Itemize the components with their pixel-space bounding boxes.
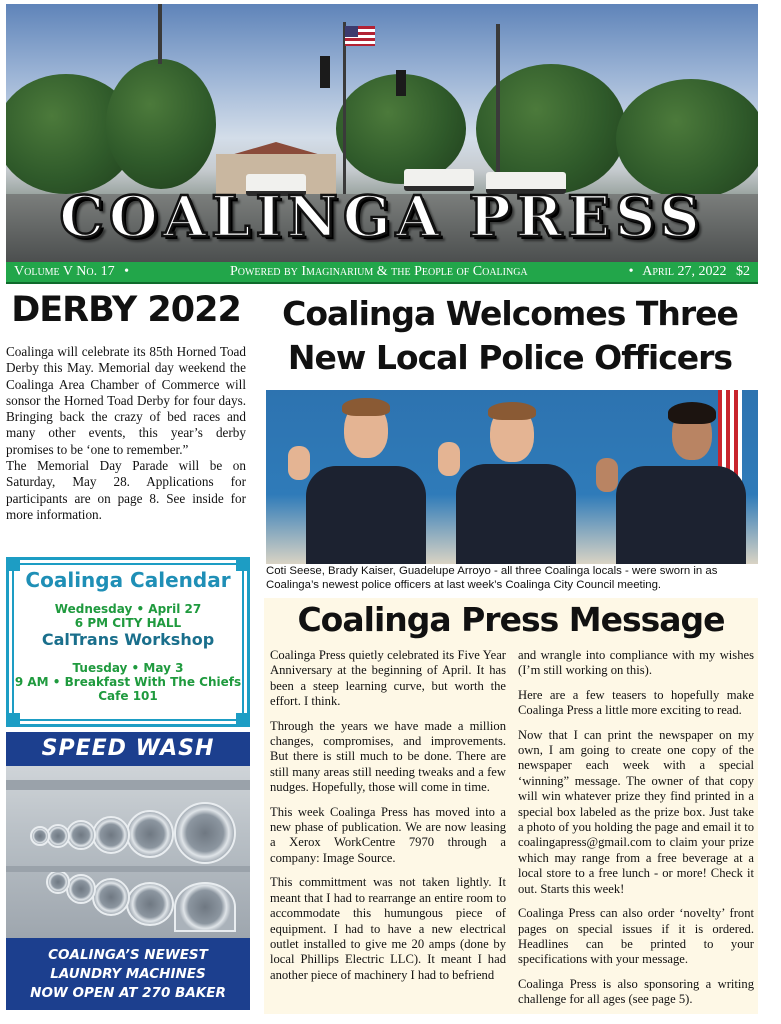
traffic-light-icon: [396, 70, 406, 96]
bullet-icon: •: [628, 264, 634, 279]
washer-icon: [174, 802, 236, 864]
washer-icon: [92, 816, 130, 854]
issue-date: April 27, 2022: [642, 264, 727, 279]
price: $2: [736, 264, 750, 279]
article-paragraph: This week Coalinga Press has moved into a new phase of publication. We are now leasing a Xerox WorkCentre 7970 through a company: Image Source.: [270, 804, 506, 865]
police-headline: [262, 292, 758, 380]
washer-icon: [126, 810, 174, 858]
washer-icon: [46, 870, 70, 894]
officer-figure: [286, 394, 436, 564]
article-paragraph: and wrangle into compliance with my wishes (I’m still working on this).: [518, 648, 754, 678]
article-paragraph: Coalinga Press is also sponsoring a writing challenge for all ages (see page 5).: [518, 976, 754, 1007]
corner-ornament: [236, 557, 250, 571]
article-paragraph: This committment was not taken lightly. It meant that I had to rearrange an entire room to accommodate this humungous piece of equipment. I had to have a new electrical outlet installed to give me 20 amps (done by local Phillips Electric LLC). It meant I had another piece of machinery I had to befriend: [270, 875, 506, 982]
article-paragraph: Coalinga Press can also order ‘novelty’ front pages on special issues if it is ordered. Headlines can be printed to your specifications with your message.: [518, 906, 754, 967]
tree-shape: [106, 59, 216, 189]
laundry-photo: [6, 766, 250, 938]
volume: Volume V: [14, 264, 73, 279]
washer-icon: [174, 882, 236, 932]
article-paragraph: Here are a few teasers to hopefully make Coalinga Press a little more exciting to read.: [518, 687, 754, 718]
tree-shape: [616, 79, 758, 199]
washer-row: [6, 780, 250, 790]
washer-icon: [30, 826, 50, 846]
flag-icon: [345, 26, 375, 46]
event-date: Tuesday • May 3: [72, 661, 184, 675]
corner-ornament: [236, 713, 250, 727]
utility-pole: [158, 4, 162, 64]
article-paragraph: Coalinga will celebrate its 85th Horned Toad Derby this May. Memorial day weekend the Coalinga Area Chamber of Commerce will sonsor the Horned Toad Derby for four days. Bringing back the crazy of bed races and many other events, this year’s derby promises to be ‘one to remember.”: [6, 344, 246, 457]
photo-caption: Coti Seese, Brady Kaiser, Guadelupe Arroyo - all three Coalinga locals - were sworn in as Coalinga’s newest police officers at last week’s Coalinga City Council meeting.: [266, 565, 718, 591]
volume-info: [14, 264, 135, 280]
press-message-section: [264, 598, 758, 1014]
flag-pole: [343, 22, 346, 197]
message-headline: Coalinga Press Message: [297, 600, 725, 639]
volume-bar: [6, 262, 758, 284]
event-date: Wednesday • April 27: [54, 602, 202, 616]
washer-icon: [126, 882, 174, 926]
washer-icon: [66, 820, 96, 850]
headline-line: New Local Police Officers: [287, 338, 733, 377]
article-paragraph: Through the years we have made a million changes, compromises, and improvements. But there is still much to be done. There are still many areas still needing tweaks and a few nudges. Hopefully, those will come in time.: [270, 718, 506, 795]
ad-caption-line: LAUNDRY MACHINES: [50, 966, 206, 982]
article-paragraph: The Memorial Day Parade will be on Saturday, May 28. Applications for participants are on page 8. See inside for more information.: [6, 458, 246, 522]
issue-number: No. 17: [76, 264, 115, 279]
newspaper-title: COALINGA PRESS: [59, 184, 705, 250]
message-column-right: [518, 648, 754, 1017]
event-time: 6 PM CITY HALL: [74, 616, 182, 630]
date-price: [623, 264, 750, 280]
article-paragraph: Now that I can print the newspaper on my own, I am going to create one copy of the newspaper each week with a special ‘winning” message. The owner of that copy will win whatever prize they find printed in a special box labeled as the prize box. Just take a photo of you holding the page and email it to coalingapress@gmail.com to claim your prize which may range from a free beverage at a local store to a free lunch - or more! Check it out. Starts this week!: [518, 727, 754, 896]
bullet-icon: •: [124, 264, 130, 279]
washer-row: [6, 866, 250, 872]
traffic-light-icon: [320, 56, 330, 88]
derby-headline: DERBY 2022: [11, 290, 241, 330]
event-name: CalTrans Workshop: [41, 630, 215, 649]
calendar-title: Coalinga Calendar: [25, 568, 231, 592]
ad-caption: [6, 938, 250, 1003]
ad-caption-line: COALINGA’S NEWEST: [48, 947, 208, 963]
officer-figure: [596, 394, 756, 564]
event-time: 9 AM • Breakfast With The Chiefs: [14, 675, 242, 689]
calendar-box: [6, 557, 250, 727]
event-name: Cafe 101: [98, 689, 158, 703]
message-column-left: [270, 648, 506, 992]
officer-figure: [436, 394, 586, 564]
ad-caption-line: NOW OPEN AT 270 BAKER: [30, 985, 226, 1001]
masthead-photo: [6, 4, 758, 262]
police-officers-photo: [266, 390, 758, 564]
washer-icon: [92, 878, 130, 916]
washer-icon: [66, 874, 96, 904]
headline-line: Coalinga Welcomes Three: [282, 294, 738, 333]
ad-title: SPEED WASH: [41, 736, 215, 761]
corner-ornament: [6, 557, 20, 571]
corner-ornament: [6, 713, 20, 727]
speed-wash-ad: [6, 732, 250, 1010]
derby-article: [6, 344, 246, 523]
article-paragraph: Coalinga Press quietly celebrated its Five Year Anniversary at the beginning of April. It has been a steep learning curve, but worth the effort. I think.: [270, 648, 506, 709]
powered-by: Powered by Imaginarium & the People of Coalinga: [229, 264, 528, 279]
